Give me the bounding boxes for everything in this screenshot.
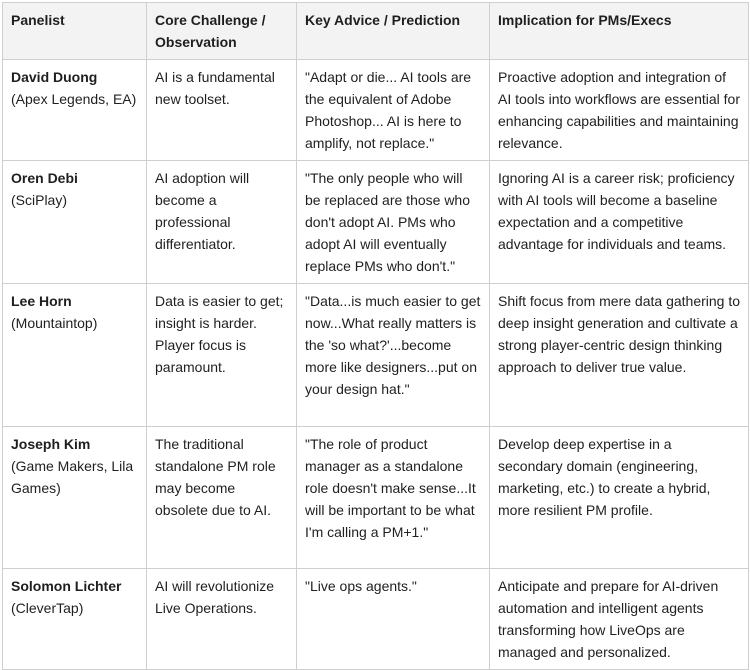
header-key-advice: Key Advice / Prediction bbox=[297, 3, 490, 60]
table-row bbox=[3, 284, 749, 427]
table-row bbox=[3, 569, 749, 670]
panelist-org: (Mountaintop) bbox=[11, 315, 98, 331]
challenge-cell: The traditional standalone PM role may become obsolete due to AI. bbox=[147, 427, 297, 569]
panel-summary-table bbox=[2, 2, 749, 670]
implication-cell: Proactive adoption and integration of AI tools into workflows are essential for enhancing capabilities and maintaining relevance. bbox=[490, 60, 749, 161]
header-core-challenge: Core Challenge / Observation bbox=[147, 3, 297, 60]
advice-cell: "Live ops agents." bbox=[297, 569, 490, 670]
panelist-org: (Apex Legends, EA) bbox=[11, 91, 137, 107]
implication-cell: Anticipate and prepare for AI-driven automation and intelligent agents transforming how LiveOps are managed and personalized. bbox=[490, 569, 749, 670]
header-row bbox=[3, 3, 749, 60]
panelist-name: Oren Debi bbox=[11, 170, 78, 186]
header-panelist: Panelist bbox=[3, 3, 147, 60]
table-row bbox=[3, 161, 749, 284]
panelist-name: Solomon Lichter bbox=[11, 578, 122, 594]
challenge-cell: AI is a fundamental new toolset. bbox=[147, 60, 297, 161]
panelist-name: David Duong bbox=[11, 69, 98, 85]
advice-cell: "Data...is much easier to get now...What really matters is the 'so what?'...become more like designers...put on your design hat." bbox=[297, 284, 490, 427]
challenge-cell: Data is easier to get; insight is harder. Player focus is paramount. bbox=[147, 284, 297, 427]
challenge-cell: AI adoption will become a professional differentiator. bbox=[147, 161, 297, 284]
challenge-cell: AI will revolutionize Live Operations. bbox=[147, 569, 297, 670]
panelist-cell bbox=[3, 427, 147, 569]
panelist-org: (Game Makers, Lila Games) bbox=[11, 458, 134, 496]
advice-cell: "Adapt or die... AI tools are the equivalent of Adobe Photoshop... AI is here to amplify, not replace." bbox=[297, 60, 490, 161]
advice-cell: "The role of product manager as a standalone role doesn't make sense...It will be important to be what I'm calling a PM+1." bbox=[297, 427, 490, 569]
panelist-cell bbox=[3, 284, 147, 427]
panelist-cell bbox=[3, 569, 147, 670]
panelist-name: Joseph Kim bbox=[11, 436, 91, 452]
table-row bbox=[3, 427, 749, 569]
implication-cell: Shift focus from mere data gathering to deep insight generation and cultivate a strong player-centric design thinking approach to deliver true value. bbox=[490, 284, 749, 427]
table-row bbox=[3, 60, 749, 161]
panelist-org: (CleverTap) bbox=[11, 600, 84, 616]
panelist-org: (SciPlay) bbox=[11, 192, 68, 208]
implication-cell: Ignoring AI is a career risk; proficiency with AI tools will become a baseline expectation and a competitive advantage for individuals and teams. bbox=[490, 161, 749, 284]
implication-cell: Develop deep expertise in a secondary domain (engineering, marketing, etc.) to create a hybrid, more resilient PM profile. bbox=[490, 427, 749, 569]
header-implication: Implication for PMs/Execs bbox=[490, 3, 749, 60]
panelist-name: Lee Horn bbox=[11, 293, 72, 309]
advice-cell: "The only people who will be replaced are those who don't adopt AI. PMs who adopt AI will eventually replace PMs who don't." bbox=[297, 161, 490, 284]
panelist-cell bbox=[3, 60, 147, 161]
panelist-cell bbox=[3, 161, 147, 284]
